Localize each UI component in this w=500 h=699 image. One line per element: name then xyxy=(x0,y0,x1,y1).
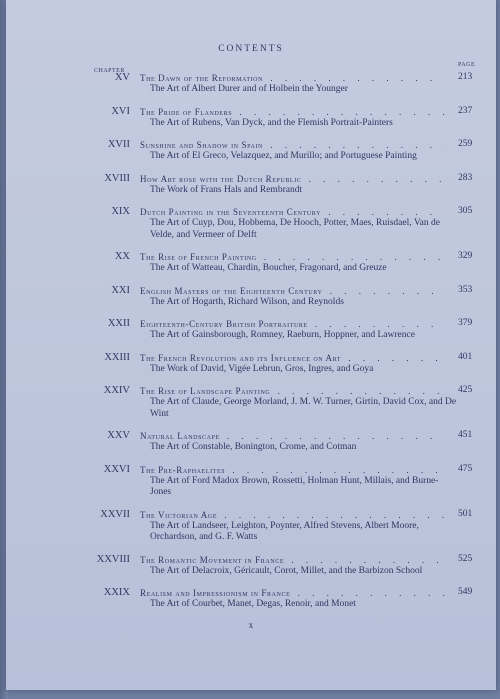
chapter-number: XXVI xyxy=(103,463,130,475)
chapter-subtitle: The Work of Frans Hals and Rembrandt xyxy=(150,184,303,195)
chapter-subtitle: The Art of Hogarth, Richard Wilson, and Reynolds xyxy=(150,296,344,307)
chapter-column-header: CHAPTER xyxy=(94,68,125,74)
chapter-subtitle: The Art of Constable, Bonington, Crome, and Cotman xyxy=(150,442,357,452)
chapter-title: The Romantic Movement in France . . . xyxy=(140,554,445,566)
chapter-subtitle: The Art of Rubens, Van Dyck, and the Flemish Portrait-Painters xyxy=(150,117,393,128)
chapter-title: How Art rose with the Dutch Republic . . . xyxy=(140,173,445,185)
chapter-number: XXVII xyxy=(100,508,130,520)
page-title: CONTENTS xyxy=(218,44,284,54)
chapter-number: XX xyxy=(114,251,130,262)
chapter-number: XXIII xyxy=(104,351,130,363)
chapter-subtitle: The Art of Gainsborough, Romney, Raeburn, Hoppner, and Lawrence xyxy=(150,330,415,340)
chapter-number: XV xyxy=(114,72,130,83)
page-number: 451 xyxy=(458,430,473,440)
chapter-number: XIX xyxy=(111,206,130,217)
chapter-number: XXIV xyxy=(103,385,130,396)
contents-entry xyxy=(6,464,496,499)
page-number: 283 xyxy=(458,172,473,183)
contents-entry xyxy=(6,509,496,544)
contents-entry xyxy=(6,106,496,130)
chapter-number: XVI xyxy=(111,105,130,117)
page-number: 237 xyxy=(458,105,473,116)
book-page xyxy=(6,0,496,690)
chapter-title: English Masters of the Eighteenth Century . . . xyxy=(140,285,445,297)
chapter-number: XVII xyxy=(107,139,130,150)
contents-entry xyxy=(6,173,496,197)
page-number: 425 xyxy=(458,385,473,395)
page-number: 379 xyxy=(458,318,473,328)
chapter-subtitle: The Art of Claude, George Morland, J. M. W. Turner, Girtin, David Cox, and De Wint xyxy=(150,397,457,419)
contents-list xyxy=(6,72,496,621)
contents-entry xyxy=(6,285,496,309)
page-number: 305 xyxy=(458,206,473,216)
contents-entry xyxy=(6,72,496,96)
page-number: 501 xyxy=(458,508,473,519)
contents-entry xyxy=(6,554,496,578)
contents-entry xyxy=(6,251,496,275)
contents-entry xyxy=(6,587,496,611)
chapter-subtitle: The Art of Cuyp, Dou, Hobbema, De Hooch, Potter, Maes, Ruisdael, Van de Velde, and Vermeer of Delft xyxy=(150,218,440,240)
chapter-number: XXIX xyxy=(103,587,130,598)
contents-entry xyxy=(6,430,496,454)
page-number: 401 xyxy=(458,351,473,362)
chapter-subtitle: The Art of Ford Madox Brown, Rossetti, Holman Hunt, Millais, and Burne-Jones xyxy=(150,475,439,497)
chapter-title: Sunshine and Shadow in Spain . . . xyxy=(140,139,445,151)
chapter-number: XXV xyxy=(107,430,130,441)
chapter-title: The Pride of Flanders . . . xyxy=(140,106,445,118)
chapter-title: The Dawn of the Reformation . . . xyxy=(140,72,445,84)
contents-entry xyxy=(6,318,496,342)
chapter-subtitle: The Art of Landseer, Leighton, Poynter, Alfred Stevens, Albert Moore, Orchardson, and G. F. Watts xyxy=(150,520,419,542)
page-number: 213 xyxy=(458,72,473,82)
chapter-number: XXII xyxy=(107,318,130,329)
chapter-title: Eighteenth-Century British Portraiture . . . xyxy=(140,318,445,330)
chapter-subtitle: The Work of David, Vigée Lebrun, Gros, Ingres, and Goya xyxy=(150,363,374,374)
contents-entry xyxy=(6,352,496,376)
chapter-subtitle: The Art of Watteau, Chardin, Boucher, Fragonard, and Greuze xyxy=(150,263,387,273)
chapter-title: Realism and Impressionism in France . . . xyxy=(140,587,445,599)
page-column-header: PAGE xyxy=(458,62,476,68)
contents-entry xyxy=(6,139,496,163)
chapter-number: XVIII xyxy=(104,172,130,184)
chapter-title: The Pre-Raphaelites . . . xyxy=(140,464,445,476)
page-number: 549 xyxy=(458,587,473,597)
chapter-number: XXI xyxy=(111,284,130,296)
chapter-title: Natural Landscape . . . xyxy=(140,430,445,442)
chapter-subtitle: The Art of Albert Durer and of Holbein the Younger xyxy=(150,84,348,94)
chapter-title: Dutch Painting in the Seventeenth Century . . . xyxy=(140,206,445,218)
chapter-number: XXVIII xyxy=(96,553,130,565)
chapter-title: The Victorian Age . . . xyxy=(140,509,445,521)
chapter-title: The Rise of French Painting . . . xyxy=(140,251,445,263)
page-number: 329 xyxy=(458,251,473,261)
page-number: 353 xyxy=(458,284,473,295)
page-number: 525 xyxy=(458,553,473,564)
chapter-title: The French Revolution and its Influence on Art . . . xyxy=(140,352,445,364)
page-number: 475 xyxy=(458,463,473,474)
chapter-subtitle: The Art of El Greco, Velazquez, and Murillo; and Portuguese Painting xyxy=(150,151,417,161)
chapter-title: The Rise of Landscape Painting . . . xyxy=(140,385,445,397)
contents-entry xyxy=(6,385,496,420)
page-number: 259 xyxy=(458,139,473,149)
contents-entry xyxy=(6,206,496,241)
chapter-subtitle: The Art of Courbet, Manet, Degas, Renoir, and Monet xyxy=(150,599,356,609)
chapter-subtitle: The Art of Delacroix, Géricault, Corot, Millet, and the Barbizon School xyxy=(150,565,423,576)
page-folio: x xyxy=(248,620,254,630)
